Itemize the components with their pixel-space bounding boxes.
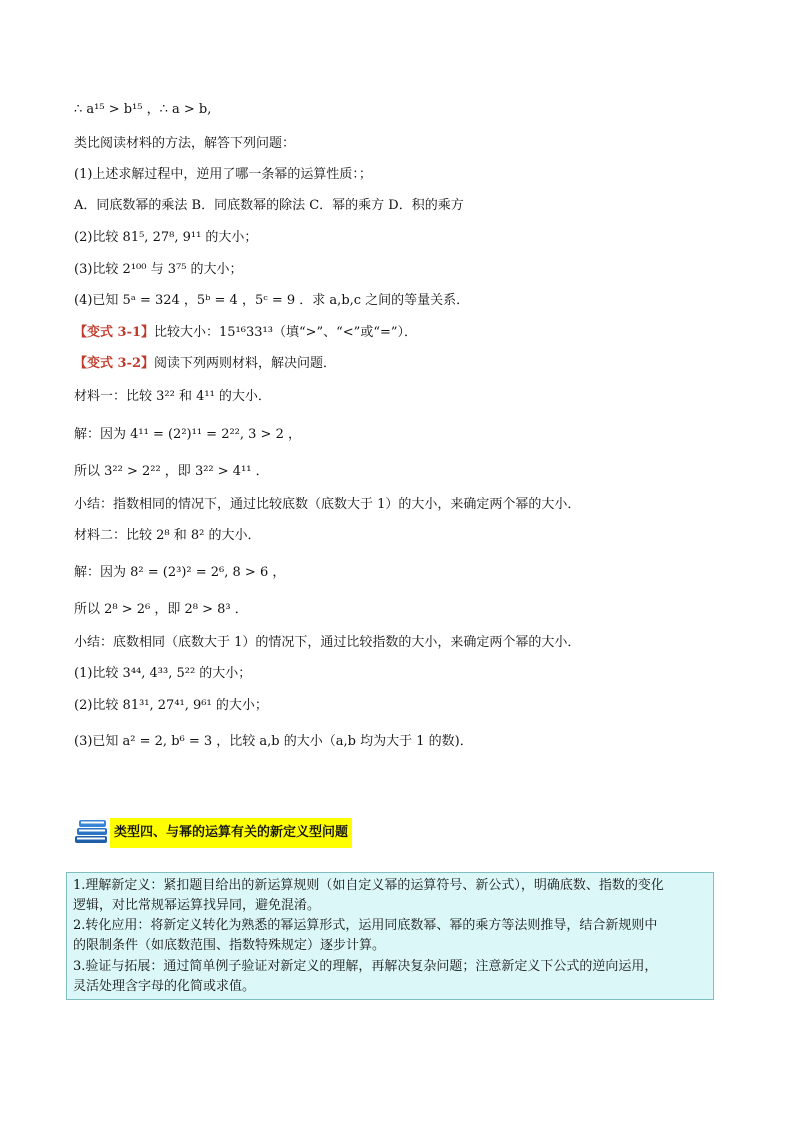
tip-2-line-b: 的限制条件（如底数范围、指数特殊规定）逐步计算。: [73, 938, 386, 953]
tip-1-line-a: 1.理解新定义：紧扣题目给出的新运算规则（如自定义幂的运算符号、新公式），明确底数、指数的变化: [73, 878, 664, 893]
tip-3-line-b: 灵活处理含字母的化简或求值。: [73, 979, 256, 994]
variant-text: 比较大小：15¹⁶: [154, 325, 246, 340]
material-1-title: 材料一：比较 3²² 和 4¹¹ 的大小．: [74, 389, 271, 404]
question-1-text: (1)上述求解过程中，逆用了哪一条幂的运算性质：: [74, 167, 359, 182]
material-1-conclusion: 所以 3²² > 2²² ，即 3²² > 4¹¹ ．: [74, 464, 269, 479]
instruction-line: 类比阅读材料的方法，解答下列问题：: [74, 136, 296, 151]
books-stack-icon: [73, 816, 109, 846]
material-2-title: 材料二：比较 2⁸ 和 8² 的大小．: [74, 528, 261, 543]
question-2: (2)比较 81⁵, 27⁸, 9¹¹ 的大小；: [74, 230, 258, 245]
material-1-solution: 解：因为 4¹¹ = (2²)¹¹ = 2²², 3 > 2 ，: [74, 427, 301, 442]
variant-text-tail: 33¹³（填“>”、“<”或“=”）．: [245, 325, 418, 340]
tip-2-line-a: 2.转化应用：将新定义转化为熟悉的幂运算形式，运用同底数幂、幂的乘方等法则推导，结合新规则中: [73, 918, 658, 933]
question-1: [74, 166, 734, 184]
tip-3-line-a: 3.验证与拓展：通过简单例子验证对新定义的理解，再解决复杂问题；注意新定义下公式的逆向运用，: [73, 959, 658, 974]
variant-3-2: [74, 355, 734, 373]
question-3: (3)比较 2¹⁰⁰ 与 3⁷⁵ 的大小；: [74, 262, 243, 277]
question-1-suffix: ；: [358, 167, 372, 182]
material-2-summary: 小结：底数相同（底数大于 1）的情况下，通过比较指数的大小，来确定两个幂的大小．: [74, 635, 581, 650]
problem-2: (2)比较 81³¹, 27⁴¹, 9⁶¹ 的大小；: [74, 698, 268, 713]
conclusion-line: ∴ a¹⁵ > b¹⁵ ，∴ a > b,: [74, 102, 212, 117]
tip-1-line-b: 逻辑，对比常规幂运算找异同，避免混淆。: [73, 898, 321, 913]
question-4: (4)已知 5ᵃ = 324 ，5ᵇ = 4 ，5ᶜ = 9 ．求 a,b,c 之间的等量关系．: [74, 293, 470, 308]
choice-options: A．同底数幂的乘法 B．同底数幂的除法 C．幂的乘方 D．积的乘方: [74, 198, 464, 213]
variant-tag: 【变式 3-1】: [74, 325, 155, 340]
variant-text: 阅读下列两则材料，解决问题．: [154, 356, 337, 371]
variant-3-1: [74, 324, 734, 342]
material-1-summary: 小结：指数相同的情况下，通过比较底数（底数大于 1）的大小，来确定两个幂的大小．: [74, 497, 581, 512]
material-2-solution: 解：因为 8² = (2³)² = 2⁶, 8 > 6 ，: [74, 565, 286, 580]
section-title: 类型四、与幂的运算有关的新定义型问题: [110, 818, 352, 848]
material-2-conclusion: 所以 2⁸ > 2⁶ ，即 2⁸ > 8³ ．: [74, 602, 248, 617]
variant-tag: 【变式 3-2】: [74, 356, 155, 371]
problem-1: (1)比较 3⁴⁴, 4³³, 5²² 的大小；: [74, 666, 252, 681]
problem-3: (3)已知 a² = 2, b⁶ = 3 ，比较 a,b 的大小（a,b 均为大于 1 的数)．: [74, 734, 473, 749]
